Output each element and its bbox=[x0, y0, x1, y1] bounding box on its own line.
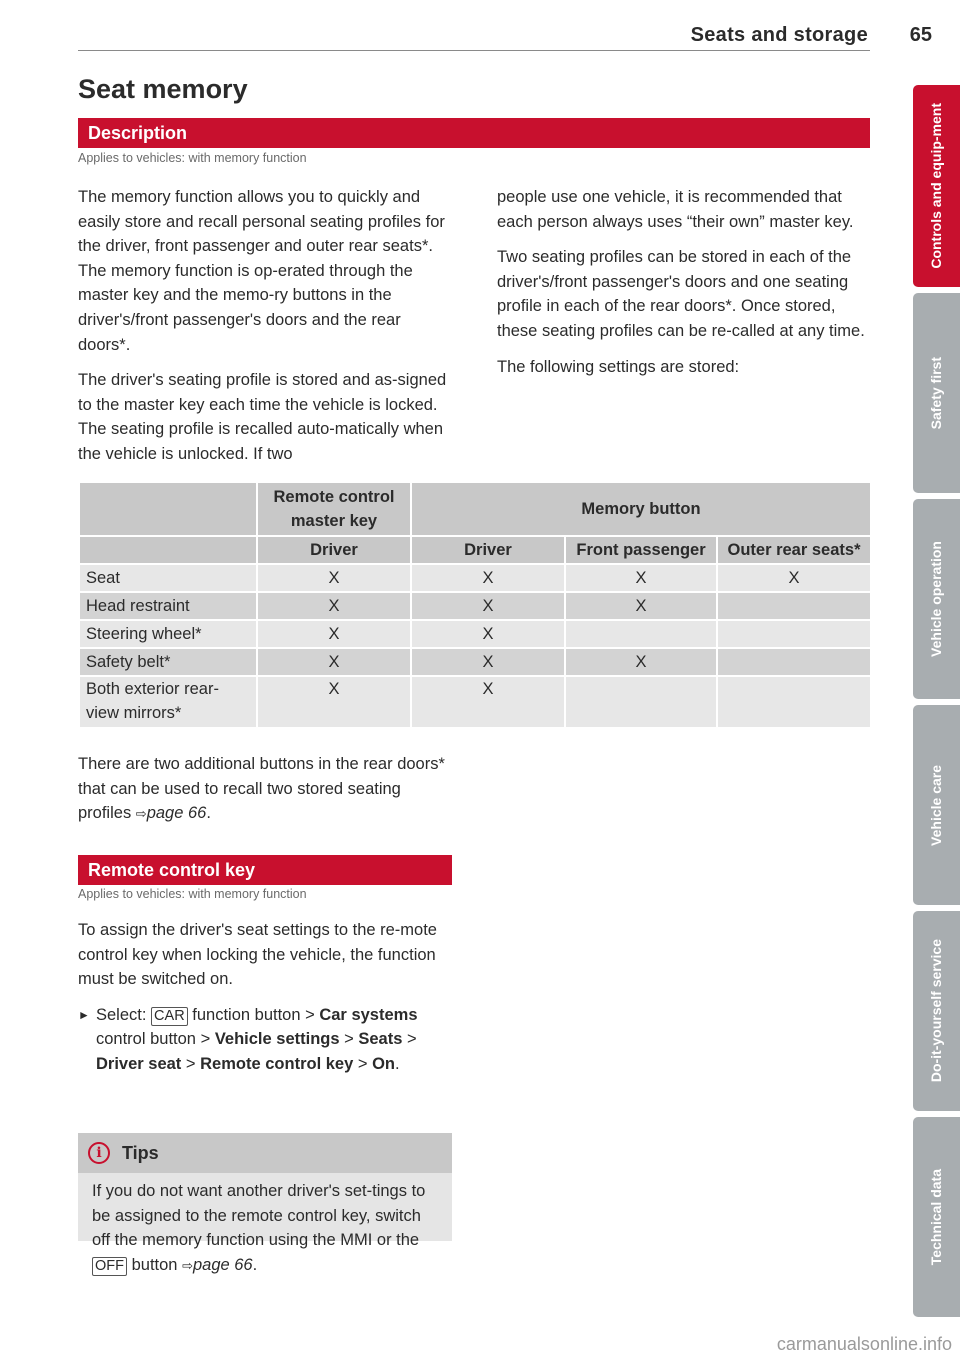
section-title: Seat memory bbox=[78, 74, 248, 104]
triangle-bullet-icon: ► bbox=[78, 1007, 90, 1022]
table-row-label: Safety belt* bbox=[79, 648, 257, 676]
page-number: 65 bbox=[909, 24, 932, 46]
separator: > bbox=[185, 1054, 196, 1073]
step-text: control button bbox=[96, 1030, 196, 1049]
chapter-tab-technical[interactable] bbox=[913, 1117, 960, 1317]
table-cell bbox=[717, 676, 871, 728]
table-corner-cell bbox=[79, 536, 257, 564]
table-row bbox=[79, 592, 871, 620]
menu-path-item: Car systems bbox=[319, 1005, 418, 1024]
description-applies: Applies to vehicles: with memory function bbox=[78, 151, 307, 165]
chapter-tab-care[interactable] bbox=[913, 705, 960, 905]
page-reference-link[interactable] bbox=[136, 804, 207, 822]
remote-key-heading-bar: Remote control key bbox=[78, 855, 452, 885]
car-key-label: CAR bbox=[151, 1007, 188, 1026]
table-group-header: Memory button bbox=[411, 482, 871, 536]
menu-path-item: Seats bbox=[358, 1030, 403, 1049]
table-cell: X bbox=[411, 620, 565, 648]
tips-box bbox=[78, 1133, 452, 1274]
separator: > bbox=[344, 1030, 354, 1049]
arrow-right-icon: ⇨ bbox=[135, 806, 147, 822]
chapter-tab-safety[interactable] bbox=[913, 293, 960, 493]
table-corner-cell bbox=[79, 482, 257, 536]
watermark: carmanualsonline.info bbox=[776, 1334, 952, 1354]
header-rule bbox=[78, 50, 870, 51]
table-row-label: Head restraint bbox=[79, 592, 257, 620]
table-row bbox=[79, 676, 871, 728]
remote-key-body bbox=[78, 918, 456, 1088]
description-left-column bbox=[78, 185, 456, 478]
tips-text: If you do not want another driver's set-tings to be assigned to the remote control key, switch off the memory function using the MMI or the bbox=[92, 1182, 426, 1250]
table-cell: X bbox=[257, 564, 411, 592]
chapter-tab-label: Do-it-yourself service bbox=[928, 939, 944, 1083]
chapter-tab-controls[interactable] bbox=[913, 85, 960, 287]
paragraph: To assign the driver's seat settings to the re-mote control key when locking the vehicle, the function must be switched on. bbox=[78, 921, 437, 989]
table-row bbox=[79, 564, 871, 592]
memory-settings-table bbox=[78, 481, 872, 729]
table-cell: X bbox=[411, 676, 565, 728]
separator: > bbox=[406, 1030, 417, 1049]
table-cell: X bbox=[257, 620, 411, 648]
chapter-tab-label: Controls and equip-ment bbox=[928, 103, 944, 269]
page-reference-text: page 66 bbox=[192, 1255, 253, 1274]
tips-text: button bbox=[131, 1255, 178, 1274]
tips-title: Tips bbox=[122, 1142, 159, 1163]
table-row bbox=[79, 620, 871, 648]
table-row-label: Steering wheel* bbox=[79, 620, 257, 648]
description-heading-bar: Description bbox=[78, 118, 870, 148]
chapter-tab-label: Safety first bbox=[928, 356, 944, 430]
table-column-header: Outer rear seats* bbox=[717, 536, 871, 564]
table-cell bbox=[565, 620, 717, 648]
table-column-header: Driver bbox=[411, 536, 565, 564]
table-cell bbox=[717, 620, 871, 648]
table-group-header: Remote control master key bbox=[257, 482, 411, 536]
table-cell: X bbox=[411, 592, 565, 620]
separator: > bbox=[357, 1054, 368, 1073]
table-cell: X bbox=[565, 592, 717, 620]
menu-path-item: Vehicle settings bbox=[214, 1030, 340, 1049]
table-cell: X bbox=[411, 564, 565, 592]
tips-header bbox=[78, 1133, 452, 1173]
separator: > bbox=[305, 1005, 315, 1024]
menu-path-item: Remote control key bbox=[200, 1054, 354, 1073]
chapter-tab-label: Technical data bbox=[928, 1168, 944, 1266]
chapter-tab-label: Vehicle operation bbox=[928, 541, 944, 657]
table-cell bbox=[565, 676, 717, 728]
punctuation: . bbox=[395, 1054, 400, 1073]
note-text: There are two additional buttons in the rear doors* that can be used to recall two stored seating profiles bbox=[78, 755, 445, 823]
paragraph: people use one vehicle, it is recommended that each person always uses “their own” master key. bbox=[497, 188, 854, 231]
info-icon: i bbox=[88, 1142, 110, 1164]
menu-path-item: On bbox=[372, 1054, 396, 1073]
punctuation: . bbox=[252, 1255, 258, 1274]
table-cell: X bbox=[717, 564, 871, 592]
table-cell: X bbox=[257, 592, 411, 620]
chapter-tab-operation[interactable] bbox=[913, 499, 960, 699]
description-right-column bbox=[497, 185, 869, 390]
chapter-tab-label: Vehicle care bbox=[928, 764, 944, 846]
step-text: function button bbox=[192, 1005, 301, 1024]
table-column-header: Driver bbox=[257, 536, 411, 564]
table-row bbox=[79, 648, 871, 676]
page-reference-link[interactable] bbox=[182, 1256, 253, 1274]
remote-key-applies: Applies to vehicles: with memory function bbox=[78, 887, 307, 901]
menu-path-item: Driver seat bbox=[96, 1054, 182, 1073]
chapter-tab-diy-service[interactable] bbox=[913, 911, 960, 1111]
table-cell: X bbox=[411, 648, 565, 676]
step-text: Select: bbox=[96, 1005, 147, 1024]
separator: > bbox=[200, 1030, 211, 1049]
instruction-step bbox=[78, 1003, 456, 1077]
table-cell: X bbox=[565, 648, 717, 676]
paragraph: Two seating profiles can be stored in each of the driver's/front passenger's doors and one seating profile in each of the rear doors*. Once stored, these seating profiles can be re-called at any time. bbox=[497, 248, 865, 340]
table-cell bbox=[717, 648, 871, 676]
table-cell: X bbox=[257, 676, 411, 728]
table-row-label: Both exterior rear-view mirrors* bbox=[79, 676, 257, 728]
punctuation: . bbox=[206, 804, 211, 823]
table-cell: X bbox=[257, 648, 411, 676]
table-cell bbox=[717, 592, 871, 620]
table-column-header: Front passenger bbox=[565, 536, 717, 564]
running-head: Seats and storage bbox=[690, 24, 868, 46]
tips-body bbox=[78, 1173, 452, 1278]
paragraph: The memory function allows you to quickly and easily store and recall personal seating profiles for the driver, front passenger and outer rear seats*. The memory function is op-erated through the master key and the memo-ry buttons in the driver's/front passenger's doors and the rear doors*. bbox=[78, 188, 445, 354]
arrow-right-icon: ⇨ bbox=[182, 1257, 193, 1273]
table-row-label: Seat bbox=[79, 564, 257, 592]
page-reference-text: page 66 bbox=[146, 804, 207, 823]
paragraph: The driver's seating profile is stored and as-signed to the master key each time the vehicle is locked. The seating profile is recalled auto-matically when the vehicle is unlocked. If two bbox=[78, 371, 447, 463]
table-cell: X bbox=[565, 564, 717, 592]
rear-doors-note bbox=[78, 752, 456, 827]
paragraph: The following settings are stored: bbox=[497, 357, 740, 376]
off-key-label: OFF bbox=[92, 1257, 127, 1276]
